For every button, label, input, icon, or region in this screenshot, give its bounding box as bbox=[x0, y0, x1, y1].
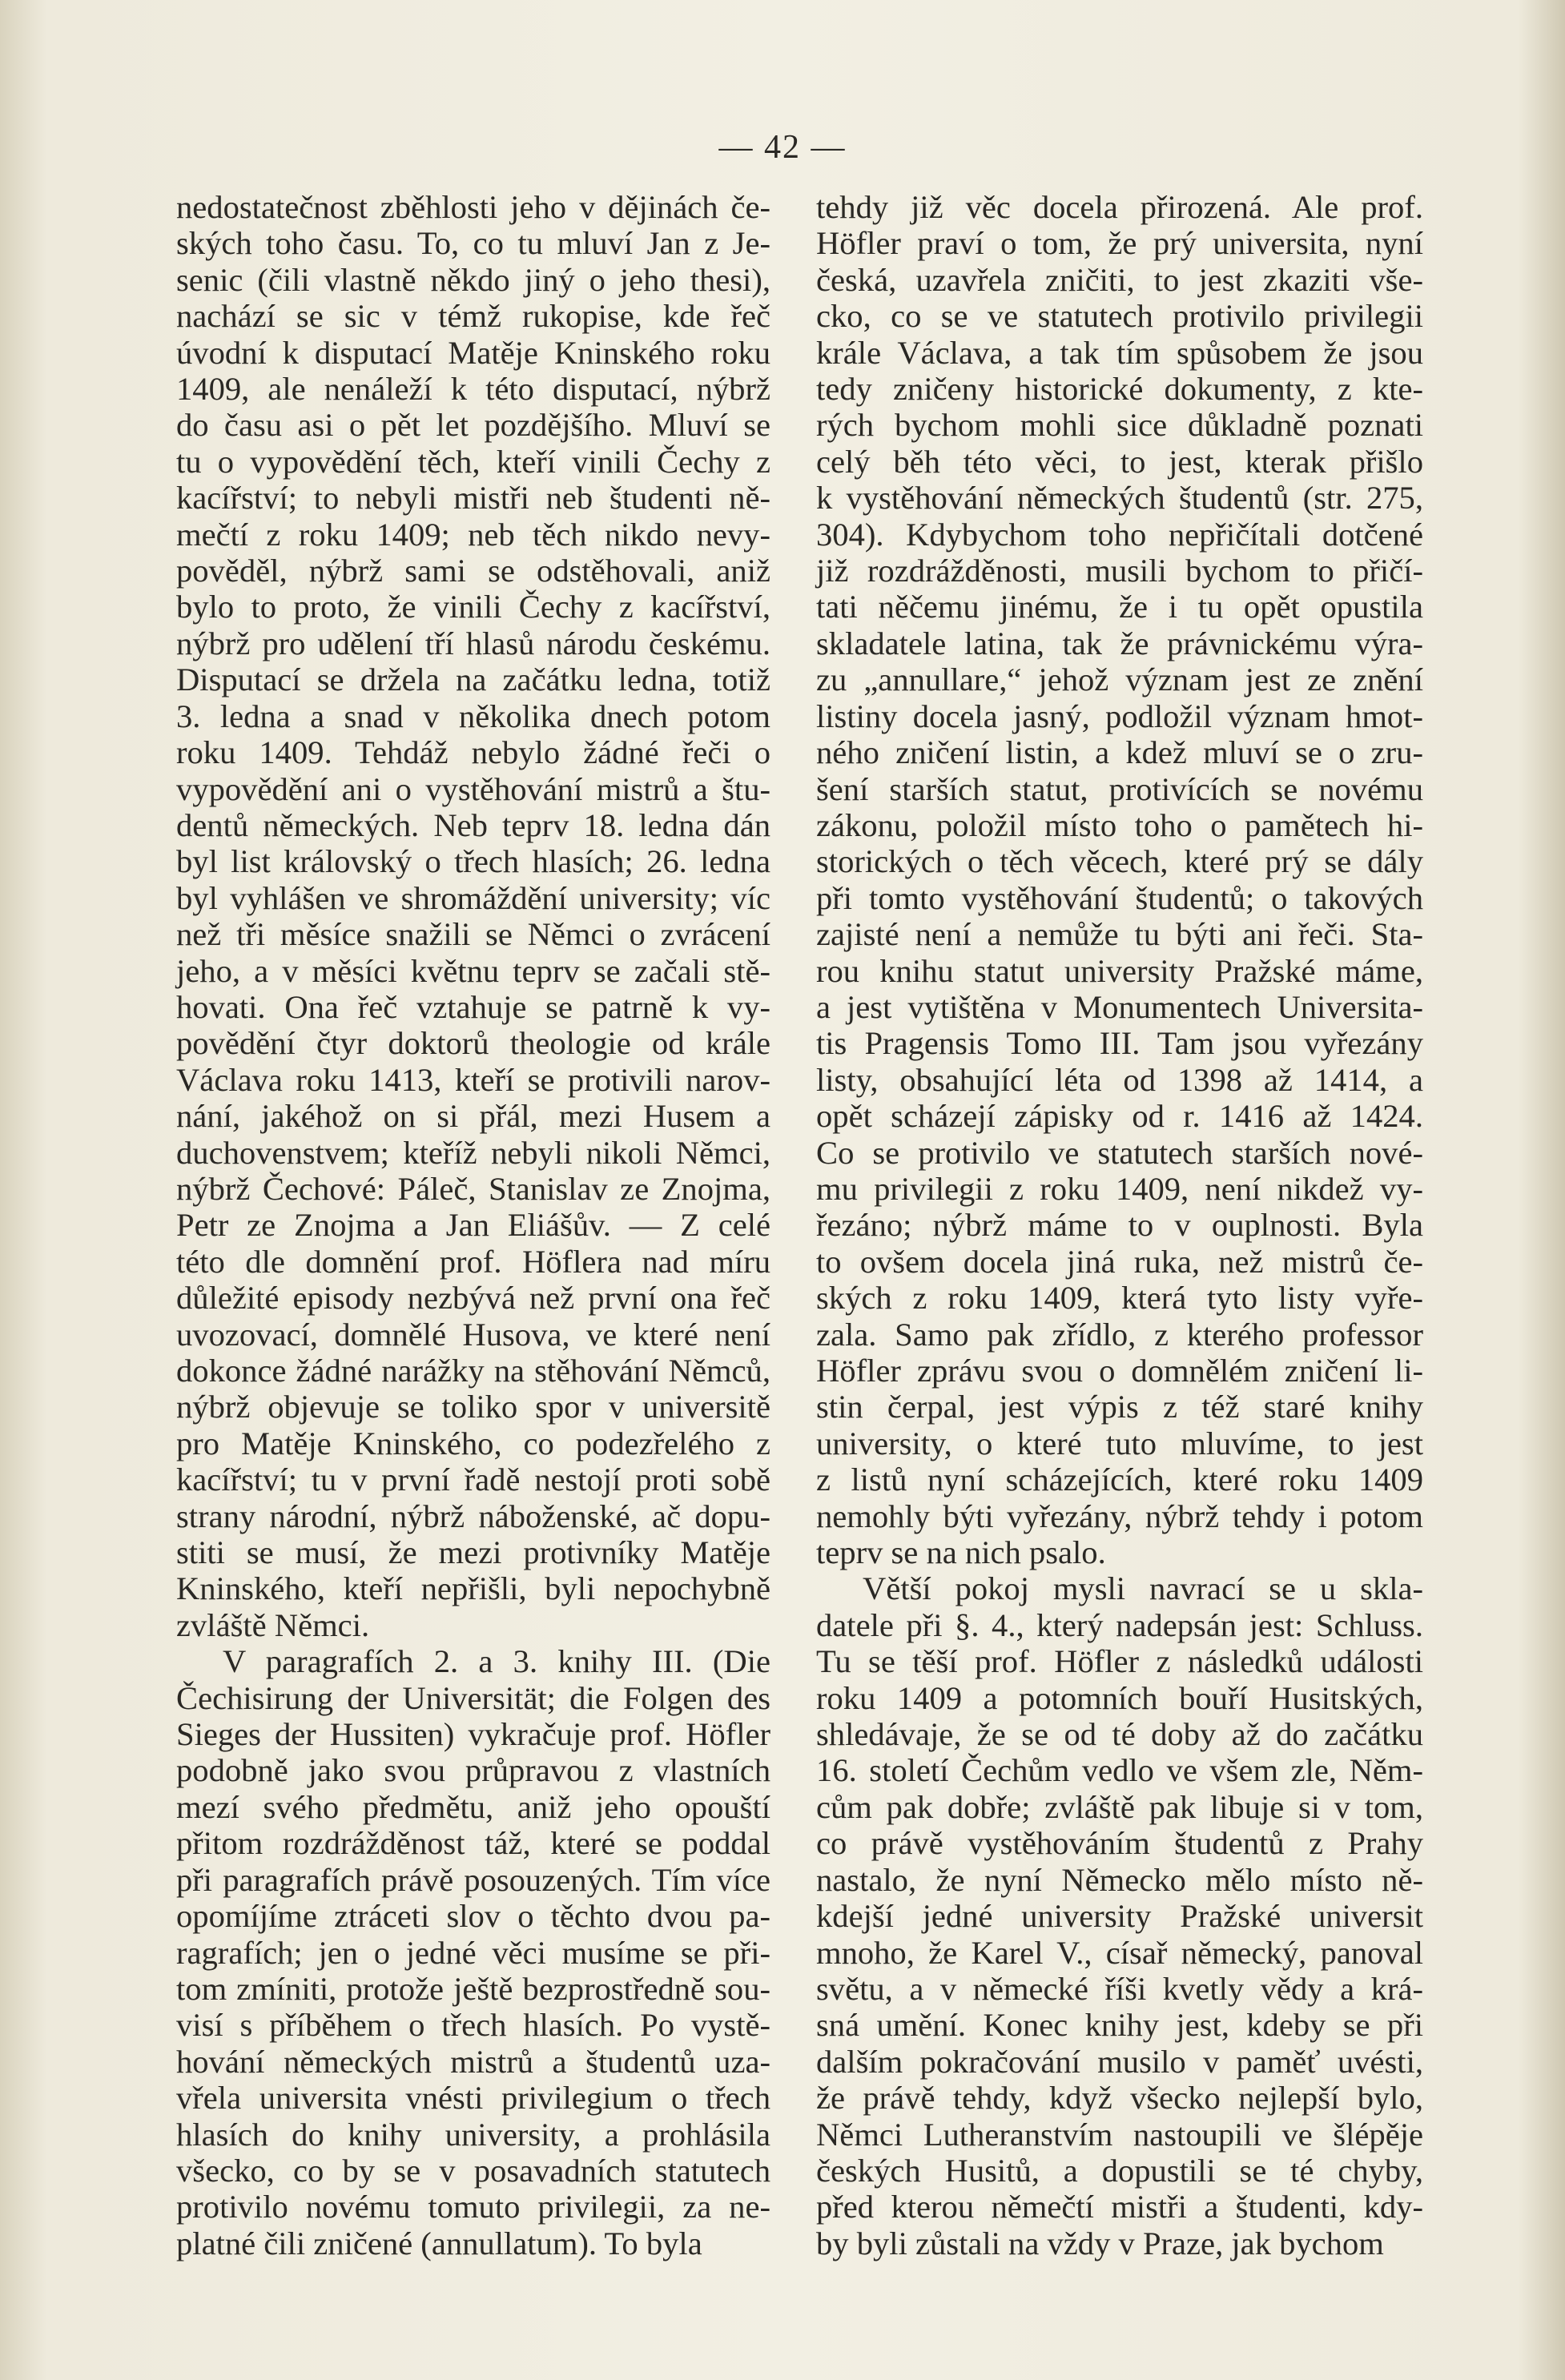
text-line: důležité episody nezbývá než první ona řeč bbox=[176, 1280, 770, 1317]
text-line: co právě vystěhováním študentů z Prahy bbox=[816, 1825, 1423, 1862]
text-line: zajisté není a nemůže tu býti ani řeči. Sta- bbox=[816, 916, 1423, 953]
text-line: Čechisirung der Universität; die Folgen des bbox=[176, 1679, 770, 1716]
text-line: platné čili zničené (annullatum). To byla bbox=[176, 2225, 702, 2261]
text-line: teprv se na nich psalo. bbox=[816, 1534, 1106, 1571]
text-line: visí s příběhem o třech hlasích. Po vystě- bbox=[176, 2007, 770, 2044]
text-line: česká, uzavřela zničiti, to jest zkaziti vše- bbox=[816, 261, 1423, 298]
text-line: stin čerpal, jest výpis z též staré knihy bbox=[816, 1389, 1423, 1425]
text-line: jeho, a v měsíci květnu teprv se začali stě- bbox=[176, 952, 770, 989]
text-line: uvozovací, domnělé Husova, ve které není bbox=[176, 1316, 770, 1353]
text-line: byl list královský o třech hlasích; 26. ledna bbox=[176, 843, 770, 880]
text-line: světu, a v německé říši kvetly vědy a krá- bbox=[816, 1970, 1423, 2007]
text-line: 3. ledna a snad v několika dnech potom bbox=[176, 698, 770, 734]
text-line: nýbrž pro udělení tří hlasů národu českému. bbox=[176, 625, 770, 661]
text-line: Němci Lutheranstvím nastoupili ve šlépěje bbox=[816, 2116, 1423, 2153]
text-line: nýbrž objevuje se toliko spor v universitě bbox=[176, 1389, 770, 1425]
text-line: sná umění. Konec knihy jest, kdeby se při bbox=[816, 2007, 1423, 2044]
text-line: zákonu, položil místo toho o pamětech hi- bbox=[816, 806, 1423, 843]
left-column bbox=[176, 189, 770, 2261]
text-line: šení starších statut, protivících se novému bbox=[816, 770, 1423, 807]
text-line: skladatele latina, tak že právnickému výra- bbox=[816, 625, 1423, 661]
text-line: že právě tehdy, když všecko nejlepší bylo, bbox=[816, 2080, 1423, 2117]
text-line: byl vyhlášen ve shromáždění university; víc bbox=[176, 879, 770, 916]
text-line: Sieges der Hussiten) vykračuje prof. Höfler bbox=[176, 1716, 770, 1753]
text-line: Petr ze Znojma a Jan Eliášův. — Z celé bbox=[176, 1207, 770, 1244]
text-line: do času asi o pět let pozdějšího. Mluví se bbox=[176, 407, 770, 444]
text-line: nýbrž Čechové: Páleč, Stanislav ze Znojma, bbox=[176, 1170, 770, 1207]
text-line: duchovenstvem; kteříž nebyli nikoli Němci, bbox=[176, 1134, 770, 1171]
text-line: krále Václava, a tak tím spůsobem že jsou bbox=[816, 334, 1423, 371]
text-line: Co se protivilo ve statutech starších nové- bbox=[816, 1134, 1423, 1171]
text-line: před kterou němečtí mistři a študenti, kdy- bbox=[816, 2189, 1423, 2225]
right-column bbox=[816, 189, 1423, 2261]
text-line: ských toho času. To, co tu mluví Jan z Je- bbox=[176, 225, 770, 262]
text-line: strany národní, nýbrž náboženské, ač dopu- bbox=[176, 1498, 770, 1534]
text-line: vřela universita vnésti privilegium o třech bbox=[176, 2080, 770, 2117]
text-line: mnoho, že Karel V., císař německý, panoval bbox=[816, 1934, 1423, 1971]
text-line: této dle domnění prof. Höflera nad míru bbox=[176, 1243, 770, 1280]
text-line: Kninského, kteří nepřišli, byli nepochybně bbox=[176, 1570, 770, 1607]
text-line: tu o vypovědění těch, kteří vinili Čechy z bbox=[176, 443, 770, 480]
text-line: ských z roku 1409, která tyto listy vyře- bbox=[816, 1280, 1423, 1317]
text-line: bylo to proto, že vinili Čechy z kacířství, bbox=[176, 589, 770, 625]
text-line: shledávaje, že se od té doby až do začátku bbox=[816, 1716, 1423, 1753]
text-line: českých Husitů, a dopustili se té chyby, bbox=[816, 2152, 1423, 2189]
text-line: při tomto vystěhování študentů; o takových bbox=[816, 879, 1423, 916]
text-line: celý běh této věci, to jest, kterak přišlo bbox=[816, 443, 1423, 480]
text-line: hování německých mistrů a študentů uza- bbox=[176, 2043, 770, 2080]
text-line: 1409, ale nenáleží k této disputací, nýbrž bbox=[176, 371, 770, 408]
text-line: storických o těch věcech, které prý se dály bbox=[816, 843, 1423, 880]
page-number: — 42 — bbox=[718, 129, 847, 166]
text-line: než tři měsíce snažili se Němci o zvrácení bbox=[176, 916, 770, 953]
text-line: university, o které tuto mluvíme, to jest bbox=[816, 1425, 1423, 1461]
text-line: nachází se sic v témž rukopise, kde řeč bbox=[176, 298, 770, 335]
text-line: řezáno; nýbrž máme to v ouplnosti. Byla bbox=[816, 1207, 1423, 1244]
text-line: pro Matěje Kninského, co podezřelého z bbox=[176, 1425, 770, 1461]
text-line: kacířství; tu v první řadě nestojí proti sobě bbox=[176, 1461, 770, 1498]
text-line: mu privilegii z roku 1409, není nikdež vy- bbox=[816, 1170, 1423, 1207]
text-line: přitom rozdrážděnost táž, které se poddal bbox=[176, 1825, 770, 1862]
text-line: opomíjíme ztráceti slov o těchto dvou pa- bbox=[176, 1898, 770, 1935]
text-line: tehdy již věc docela přirozená. Ale prof. bbox=[816, 189, 1423, 225]
text-line: tedy zničeny historické dokumenty, z kte- bbox=[816, 371, 1423, 408]
text-line: mečtí z roku 1409; neb těch nikdo nevy- bbox=[176, 516, 770, 553]
text-line: vypovědění ani o vystěhování mistrů a štu- bbox=[176, 770, 770, 807]
text-line: rých bychom mohli sice důkladně poznati bbox=[816, 407, 1423, 444]
text-line: mezí svého předmětu, aniž jeho opouští bbox=[176, 1788, 770, 1825]
text-line: povědění čtyr doktorů theologie od krále bbox=[176, 1025, 770, 1062]
text-line: podobně jako svou průpravou z vlastních bbox=[176, 1752, 770, 1789]
text-line: a jest vytištěna v Monumentech Universita- bbox=[816, 988, 1423, 1025]
text-line: Höfler praví o tom, že prý universita, nyní bbox=[816, 225, 1423, 262]
text-line: tati něčemu jinému, že i tu opět opustila bbox=[816, 589, 1423, 625]
text-line: rou knihu statut university Pražské máme, bbox=[816, 952, 1423, 989]
text-line: při paragrafích právě posouzených. Tím více bbox=[176, 1861, 770, 1898]
text-line: protivilo novému tomuto privilegii, za ne- bbox=[176, 2189, 770, 2225]
text-line: V paragrafích 2. a 3. knihy III. (Die bbox=[223, 1643, 770, 1680]
text-line: Větší pokoj mysli navrací se u skla- bbox=[863, 1570, 1423, 1607]
text-line: tis Pragensis Tomo III. Tam jsou vyřezány bbox=[816, 1025, 1423, 1062]
text-line: Disputací se držela na začátku ledna, totiž bbox=[176, 661, 770, 698]
text-line: zu „annullare,“ jehož význam jest ze znění bbox=[816, 661, 1423, 698]
text-line: již rozdrážděnosti, musili bychom to přičí- bbox=[816, 553, 1423, 589]
text-line: opět scházejí zápisky od r. 1416 až 1424. bbox=[816, 1098, 1423, 1135]
text-line: zvláště Němci. bbox=[176, 1606, 370, 1643]
text-line: dokonce žádné narážky na stěhování Němců, bbox=[176, 1353, 770, 1389]
text-line: k vystěhování německých študentů (str. 275, bbox=[816, 480, 1423, 517]
text-line: kdejší jedné university Pražské universit bbox=[816, 1898, 1423, 1935]
text-line: Höfler zprávu svou o domnělém zničení li- bbox=[816, 1353, 1423, 1389]
text-line: dalším pokračování musilo v paměť uvésti, bbox=[816, 2043, 1423, 2080]
text-line: by byli zůstali na vždy v Praze, jak bychom bbox=[816, 2225, 1384, 2261]
text-line: nání, jakéhož on si přál, mezi Husem a bbox=[176, 1098, 770, 1135]
text-line: ragrafích; jen o jedné věci musíme se při- bbox=[176, 1934, 770, 1971]
text-line: hovati. Ona řeč vztahuje se patrně k vy- bbox=[176, 988, 770, 1025]
text-line: cům pak dobře; zvláště pak libuje si v tom, bbox=[816, 1788, 1423, 1825]
text-line: cko, co se ve statutech protivilo privilegii bbox=[816, 298, 1423, 335]
text-line: stiti se musí, že mezi protivníky Matěje bbox=[176, 1534, 770, 1571]
text-line: úvodní k disputací Matěje Kninského roku bbox=[176, 334, 770, 371]
text-line: zala. Samo pak zřídlo, z kterého professor bbox=[816, 1316, 1423, 1353]
text-line: nemohly býti vyřezány, nýbrž tehdy i potom bbox=[816, 1498, 1423, 1534]
text-line: listy, obsahující léta od 1398 až 1414, a bbox=[816, 1061, 1423, 1098]
text-line: nedostatečnost zběhlosti jeho v dějinách če- bbox=[176, 189, 770, 225]
text-line: hlasích do knihy university, a prohlásila bbox=[176, 2116, 770, 2153]
text-line: všecko, co by se v posavadních statutech bbox=[176, 2152, 770, 2189]
text-line: 16. století Čechům vedlo ve všem zle, Něm- bbox=[816, 1752, 1423, 1789]
text-line: senic (čili vlastně někdo jiný o jeho thesi), bbox=[176, 261, 770, 298]
text-line: roku 1409 a potomních bouří Husitských, bbox=[816, 1679, 1423, 1716]
text-line: Tu se těší prof. Höfler z následků události bbox=[816, 1643, 1423, 1680]
text-line: listiny docela jasný, podložil význam hmot- bbox=[816, 698, 1423, 734]
text-line: nastalo, že nyní Německo mělo místo ně- bbox=[816, 1861, 1423, 1898]
text-line: ného zničení listin, a kdež mluví se o zru- bbox=[816, 734, 1423, 771]
text-line: 304). Kdybychom toho nepřičítali dotčené bbox=[816, 516, 1423, 553]
text-line: tom zmíniti, protože ještě bezprostředně sou- bbox=[176, 1970, 770, 2007]
text-line: kacířství; to nebyli mistři neb študenti ně- bbox=[176, 480, 770, 517]
text-line: dentů německých. Neb teprv 18. ledna dán bbox=[176, 806, 770, 843]
text-line: datele při §. 4., který nadepsán jest: Schluss. bbox=[816, 1606, 1423, 1643]
text-line: Václava roku 1413, kteří se protivili narov- bbox=[176, 1061, 770, 1098]
text-line: to ovšem docela jiná ruka, než mistrů če- bbox=[816, 1243, 1423, 1280]
text-line: z listů nyní scházejících, které roku 1409 bbox=[816, 1461, 1423, 1498]
text-line: roku 1409. Tehdáž nebylo žádné řeči o bbox=[176, 734, 770, 771]
text-line: pověděl, nýbrž sami se odstěhovali, aniž bbox=[176, 553, 770, 589]
